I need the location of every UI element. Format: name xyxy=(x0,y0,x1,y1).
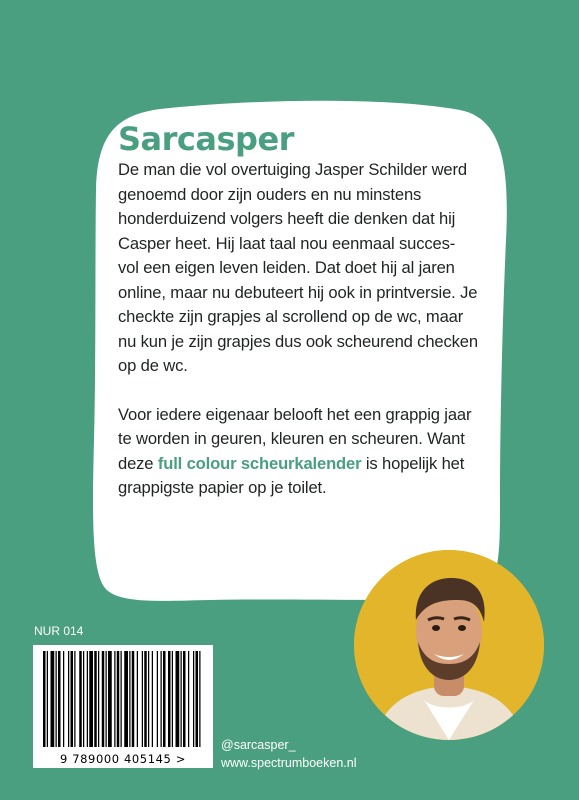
author-portrait-illustration xyxy=(354,550,544,740)
description-block xyxy=(118,120,478,501)
barcode-bar xyxy=(144,651,147,747)
barcode-bar xyxy=(117,651,120,747)
website-link[interactable]: www.spectrumboeken.nl xyxy=(221,756,357,770)
barcode-bar xyxy=(188,651,189,747)
barcode-bar xyxy=(47,651,48,747)
barcode-bar xyxy=(161,651,162,747)
nur-code: NUR 014 xyxy=(34,624,84,638)
barcode-bar xyxy=(87,651,88,747)
barcode-bar xyxy=(71,651,74,747)
barcode-bar xyxy=(142,651,143,747)
social-handle[interactable]: @sarcasper_ xyxy=(221,738,296,752)
barcode-bar xyxy=(193,651,194,747)
barcode-bar xyxy=(56,651,57,747)
calendar-paragraph-end: is hopelijk het grappigste papier op je toilet. xyxy=(118,453,465,497)
barcode-bar xyxy=(124,651,128,747)
barcode-bar xyxy=(106,651,107,747)
barcode-bar xyxy=(121,651,122,747)
barcode-bar xyxy=(152,651,153,747)
barcode-bar xyxy=(114,651,115,747)
barcode-bar xyxy=(137,651,138,747)
barcode-bar xyxy=(196,651,199,747)
barcode-bar xyxy=(89,651,93,747)
contact-info xyxy=(221,736,356,772)
barcode-bar xyxy=(51,651,55,747)
barcode-bar xyxy=(176,651,180,747)
barcode-bar xyxy=(108,651,112,747)
barcode-bar xyxy=(102,651,105,747)
barcode-bar xyxy=(183,651,186,747)
barcode-bar xyxy=(129,651,130,747)
barcode-bar xyxy=(58,651,61,747)
barcode-bar xyxy=(163,651,166,747)
bio-paragraph: De man die vol overtuiging Jasper Schilder werd genoemd door zijn ouders en nu minstens honderduizend volgers heeft die denken dat hij Casper heet. Hij laat taal nou eenmaal succes- vol een eigen leven leiden. Dat doet hij al jaren online, maar nu debuteert hij ook in printversie. Je checkte zijn grapjes al scrollend op de wc, maar nu kun je zijn grapjes dus ook scheurend checken op de wc. xyxy=(118,160,478,375)
barcode-bar xyxy=(43,651,46,747)
barcode-bar xyxy=(148,651,149,747)
barcode-bar xyxy=(74,651,75,747)
calendar-paragraph-start: Voor iedere eigenaar belooft het een grappig jaar te worden in geuren, kleuren en scheuren. Want deze xyxy=(118,404,472,473)
barcode-bar xyxy=(94,651,97,747)
barcode xyxy=(33,645,213,768)
barcode-bars xyxy=(33,645,213,768)
barcode-bar xyxy=(181,651,182,747)
barcode-bar xyxy=(172,651,173,747)
barcode-bar xyxy=(68,651,69,747)
isbn-number: 9 789000 405145 > xyxy=(60,752,186,766)
barcode-bar xyxy=(132,651,135,747)
author-photo xyxy=(354,550,544,740)
barcode-bar xyxy=(199,651,200,747)
barcode-bar xyxy=(168,651,171,747)
barcode-bar xyxy=(98,651,99,747)
calendar-paragraph xyxy=(118,403,478,501)
barcode-bar xyxy=(63,651,64,747)
calendar-highlight: full colour scheurkalender xyxy=(157,453,362,473)
barcode-bar xyxy=(157,651,158,747)
barcode-bar xyxy=(79,651,82,747)
barcode-bar xyxy=(83,651,84,747)
author-title: Sarcasper xyxy=(118,120,294,158)
